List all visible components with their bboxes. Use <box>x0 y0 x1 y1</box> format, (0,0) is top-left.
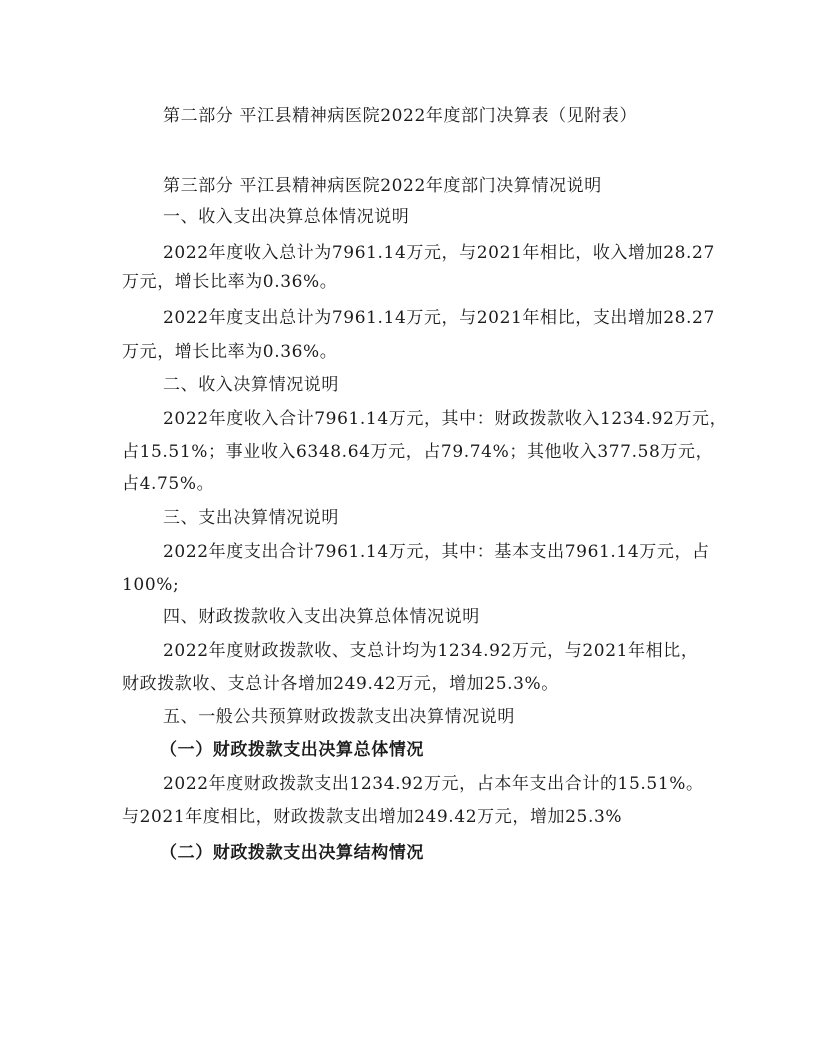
section2-title: 二、收入决算情况说明 <box>163 375 339 395</box>
expense-detail-line1: 2022年度支出合计7961.14万元，其中：基本支出7961.14万元，占 <box>163 542 710 562</box>
subsection1-title: （一）财政拨款支出决算总体情况 <box>160 740 424 760</box>
income-total-line1: 2022年度收入总计为7961.14万元，与2021年相比，收入增加28.27 <box>163 243 715 263</box>
subsection2-title: （二）财政拨款支出决算结构情况 <box>160 843 424 863</box>
fiscal-total-line2: 财政拨款收、支总计各增加249.42万元，增加25.3%。 <box>122 674 559 694</box>
income-detail-line2: 占15.51%；事业收入6348.64万元，占79.74%；其他收入377.58万元， <box>122 442 714 462</box>
section3-title: 三、支出决算情况说明 <box>163 508 339 528</box>
section4-title: 四、财政拨款收入支出决算总体情况说明 <box>163 607 480 627</box>
fiscal-total-line1: 2022年度财政拨款收、支总计均为1234.92万元，与2021年相比， <box>163 641 699 661</box>
expense-detail-line2: 100%; <box>122 575 180 595</box>
fiscal-expense-line1: 2022年度财政拨款支出1234.92万元，占本年支出合计的15.51%。 <box>163 774 704 794</box>
income-detail-line3: 占4.75%。 <box>122 474 215 494</box>
section5-title: 五、一般公共预算财政拨款支出决算情况说明 <box>163 707 515 727</box>
section1-title: 一、收入支出决算总体情况说明 <box>163 207 410 227</box>
income-total-line2: 万元，增长比率为0.36%。 <box>122 272 338 292</box>
expense-total-line1: 2022年度支出总计为7961.14万元，与2021年相比，支出增加28.27 <box>163 308 715 328</box>
part2-heading: 第二部分 平江县精神病医院2022年度部门决算表（见附表） <box>163 106 638 126</box>
fiscal-expense-line2: 与2021年度相比，财政拨款支出增加249.42万元，增加25.3% <box>122 807 623 827</box>
income-detail-line1: 2022年度收入合计7961.14万元，其中：财政拨款收入1234.92万元， <box>163 409 728 429</box>
part3-heading: 第三部分 平江县精神病医院2022年度部门决算情况说明 <box>163 176 602 196</box>
expense-total-line2: 万元，增长比率为0.36%。 <box>122 342 338 362</box>
